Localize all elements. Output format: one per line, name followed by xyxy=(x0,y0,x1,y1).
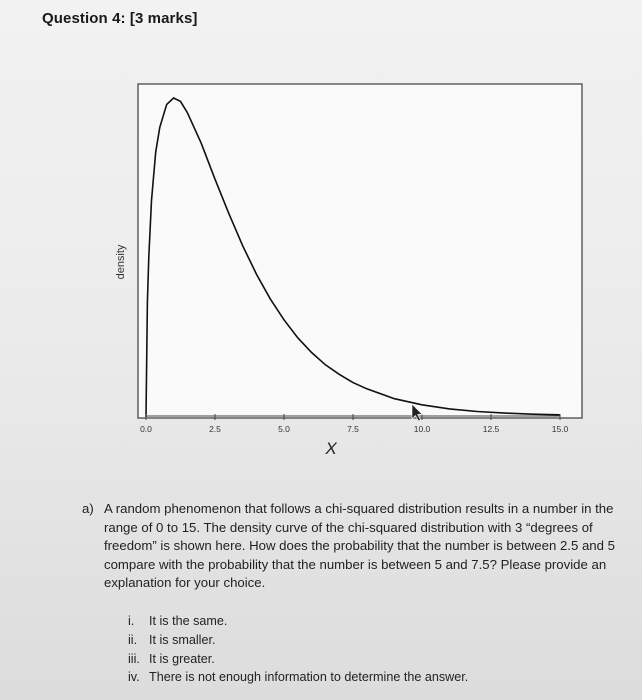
option-number: iii. xyxy=(128,651,140,666)
x-tick-label: 0.0 xyxy=(140,424,152,434)
option-item xyxy=(128,612,468,631)
x-tick-label: 5.0 xyxy=(278,424,290,434)
plot-frame xyxy=(138,84,582,418)
question-title: Question 4: [3 marks] xyxy=(42,10,198,27)
option-text: There is not enough information to determine the answer. xyxy=(149,670,469,685)
x-tick-label: 7.5 xyxy=(347,424,359,434)
option-item xyxy=(128,650,468,669)
x-tick-label: 10.0 xyxy=(413,424,431,434)
option-text: It is smaller. xyxy=(149,632,216,647)
option-item xyxy=(128,631,468,650)
part-a-text: A random phenomenon that follows a chi-squared distribution results in a number in the range of 0 to 15. The density curve of the chi-squared distribution with 3 “degrees of freedom” is shown here. How does the probability that the number is between 2.5 and 5 compare with the probability that the number is between 5 and 7.5? Please provide an explanation for your choice. xyxy=(104,501,615,590)
option-number: i. xyxy=(128,614,135,628)
y-axis-label: density xyxy=(115,244,127,280)
x-tick-label: 2.5 xyxy=(209,424,221,434)
answer-options xyxy=(128,612,468,687)
option-number: iv. xyxy=(128,670,140,685)
option-item xyxy=(128,668,468,687)
question-part-a xyxy=(82,500,627,593)
x-axis-label: X xyxy=(325,439,337,458)
option-text: It is the same. xyxy=(149,614,228,628)
part-a-label: a) xyxy=(82,501,94,516)
x-tick-label: 15.0 xyxy=(551,424,569,434)
option-text: It is greater. xyxy=(149,651,215,666)
x-tick-label: 12.5 xyxy=(482,424,500,434)
option-number: ii. xyxy=(128,632,138,647)
